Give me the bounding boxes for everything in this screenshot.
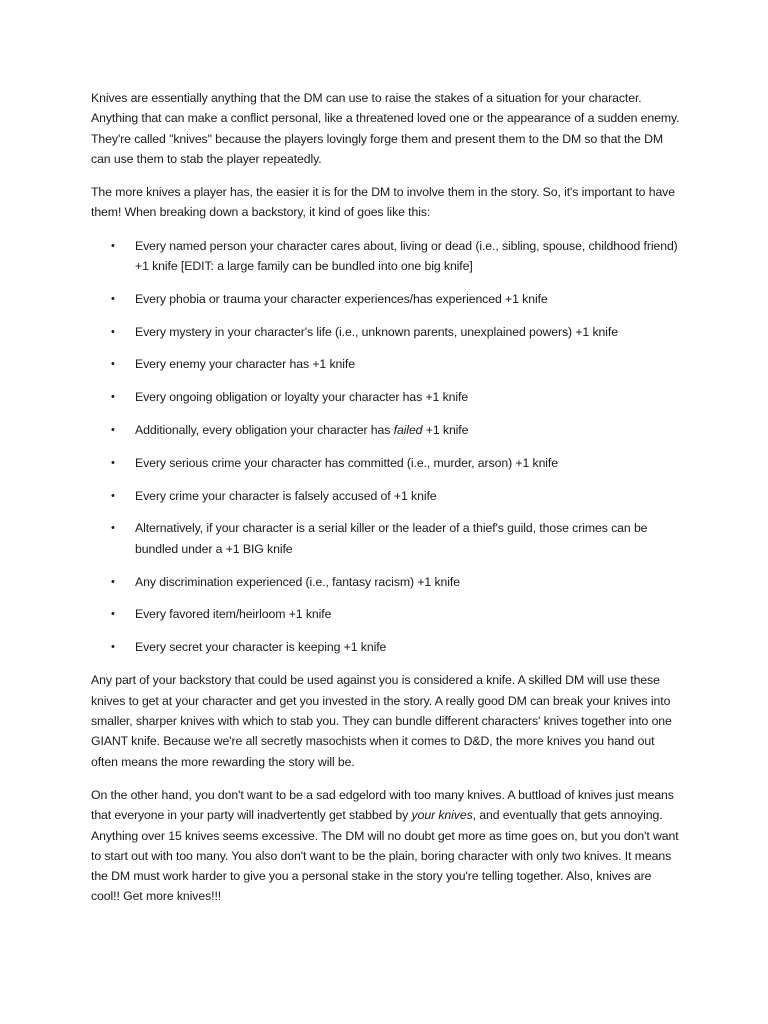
paragraph-emphasis: your knives	[411, 808, 473, 823]
list-item	[91, 322, 681, 342]
paragraph-text-start: On the other hand, you don't want to be a sad edgelord with too many knives. A buttload of knives just means that everyone in your party will inadvertently get stabbed by	[91, 787, 674, 823]
bullet-icon: •	[111, 292, 115, 305]
list-item-text: Every secret your character is keeping +1 knife	[135, 640, 387, 655]
knife-list	[91, 236, 681, 658]
bullet-icon: •	[111, 325, 115, 338]
list-item	[91, 572, 681, 592]
list-item-text	[135, 423, 468, 437]
too-many-knives-paragraph	[91, 785, 681, 907]
bullet-icon: •	[111, 575, 115, 588]
bullet-icon: •	[111, 522, 115, 535]
list-item-text: Every mystery in your character's life (i.e., unknown parents, unexplained powers) +1 knife	[135, 324, 618, 339]
list-item-text: Every ongoing obligation or loyalty your character has +1 knife	[135, 390, 469, 405]
skilled-dm-paragraph: Any part of your backstory that could be used against you is considered a knife. A skilled DM will use these knives to get at your character and get you invested in the story. A really good DM can break your knives into smaller, sharper knives with which to stab you. They can bundle different characters' knives together into one GIANT knife. Because we're all secretly masochists when it comes to D&D, the more knives you hand out often means the more rewarding the story will be.	[91, 673, 672, 769]
list-item	[91, 604, 681, 624]
backstory-paragraph: The more knives a player has, the easier it is for the DM to involve them in the story. So, it's important to have them! When breaking down a backstory, it kind of goes like this:	[91, 185, 675, 220]
bullet-icon: •	[111, 608, 115, 621]
bullet-icon: •	[111, 358, 115, 371]
list-item-text: Every favored item/heirloom +1 knife	[135, 607, 332, 622]
bullet-icon: •	[111, 239, 115, 252]
list-item-text: Every named person your character cares about, living or dead (i.e., sibling, spouse, childhood friend) +1 knife [EDIT: a large family can be bundled into one big knife]	[135, 238, 678, 274]
list-item	[91, 486, 681, 506]
list-item	[91, 637, 681, 657]
bullet-icon: •	[111, 424, 115, 437]
bullet-icon: •	[111, 456, 115, 469]
list-item	[91, 354, 681, 374]
list-item-text: Every enemy your character has +1 knife	[135, 357, 355, 372]
list-item-text: Every phobia or trauma your character experiences/has experienced +1 knife	[135, 291, 548, 306]
intro-paragraph: Knives are essentially anything that the DM can use to raise the stakes of a situation for your character. Anything that can make a conflict personal, like a threatened loved one or the appearance of a sudden enemy. They're called "knives" because the players lovingly forge them and present them to the DM so that the DM can use them to stab the player repeatedly.	[91, 91, 680, 166]
list-item-text: Any discrimination experienced (i.e., fantasy racism) +1 knife	[135, 574, 460, 589]
bullet-icon: •	[111, 641, 115, 654]
list-item	[91, 387, 681, 407]
list-item	[91, 420, 681, 440]
list-item	[91, 518, 681, 559]
list-item-text: Every serious crime your character has committed (i.e., murder, arson) +1 knife	[135, 455, 558, 470]
list-item-text-start: Additionally, every obligation your character has	[135, 423, 394, 438]
paragraph-text-end: , and eventually that gets annoying. Anything over 15 knives seems excessive. The DM will no doubt get more as time goes on, but you don't want to start out with too many. You also don't want to be the plain, boring character with only two knives. It means the DM must work harder to give you a personal stake in the story you're telling together. Also, knives are cool!! Get more knives!!!	[91, 808, 679, 904]
document-page	[91, 88, 681, 920]
list-item	[91, 289, 681, 309]
list-item-text: Every crime your character is falsely accused of +1 knife	[135, 488, 437, 503]
bullet-icon: •	[111, 489, 115, 502]
list-item	[91, 453, 681, 473]
bullet-icon: •	[111, 391, 115, 404]
list-item	[91, 236, 681, 277]
list-item-text: Alternatively, if your character is a serial killer or the leader of a thief's guild, those crimes can be bundled under a +1 BIG knife	[135, 521, 648, 556]
list-item-text-end: +1 knife	[422, 423, 469, 438]
list-item-emphasis: failed	[393, 423, 423, 438]
